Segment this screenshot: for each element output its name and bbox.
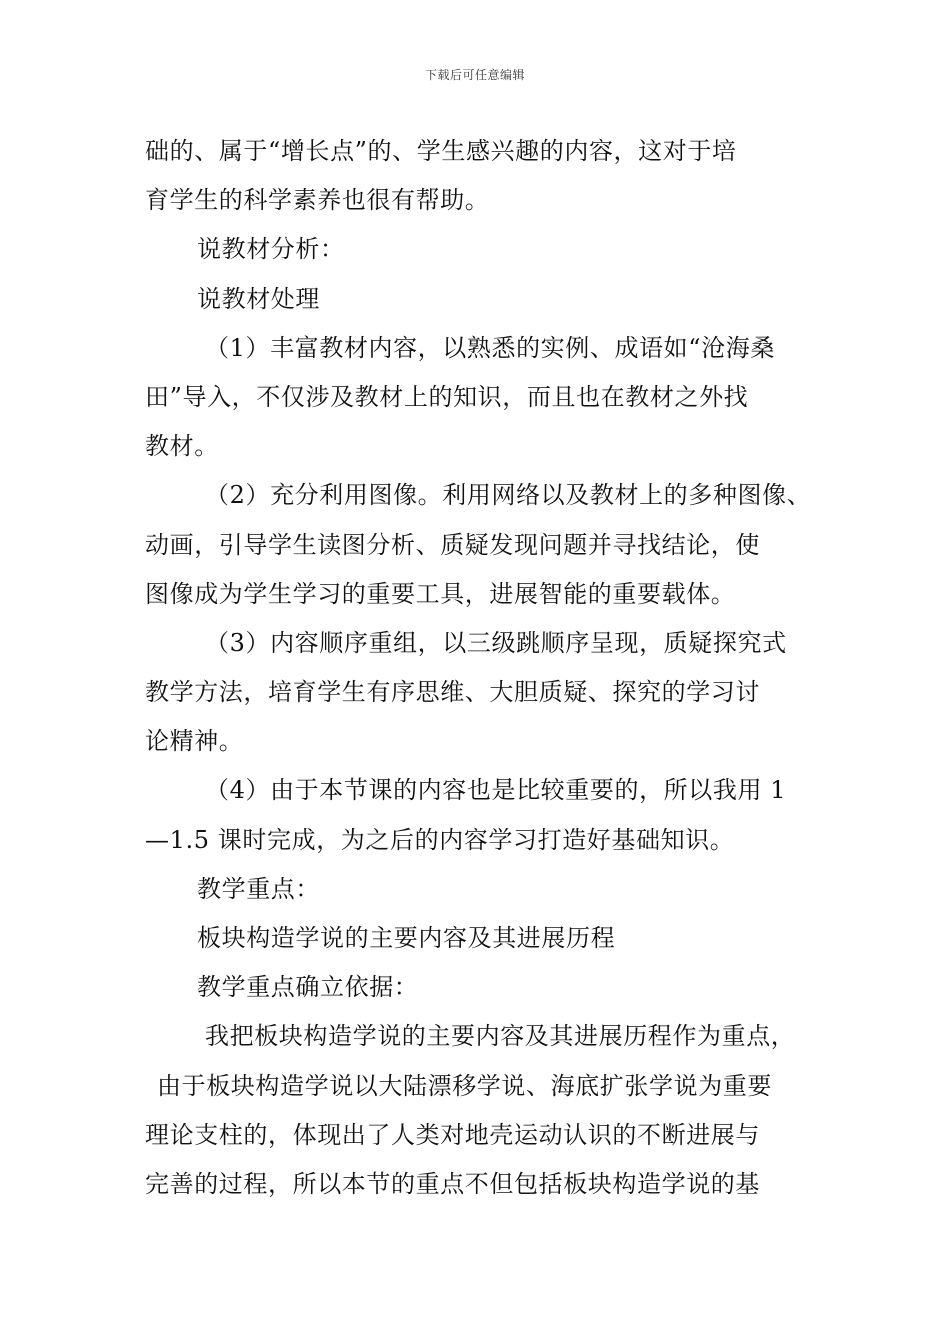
text-line: （4）由于本节课的内容也是比较重要的，所以我用 1 xyxy=(205,776,787,805)
text-line: 教材。 xyxy=(145,432,219,461)
text-line: （2）充分利用图像。利用网络以及教材上的多种图像、 xyxy=(205,481,812,510)
text-line: 田”导入，不仅涉及教材上的知识，而且也在教材之外找 xyxy=(145,382,749,411)
text-line: 理论支柱的，体现出了人类对地壳运动认识的不断进展与 xyxy=(145,1120,760,1149)
text-line: —1.5 课时完成，为之后的内容学习打造好基础知识。 xyxy=(145,825,735,854)
text-line: 础的、属于“增长点”的、学生感兴趣的内容，这对于培 xyxy=(145,137,737,165)
text-line: 论精神。 xyxy=(145,727,244,756)
text-line: 教学方法，培育学生有序思维、大胆质疑、探究的学习讨 xyxy=(145,678,760,707)
section-heading: 说教材分析： xyxy=(197,235,345,264)
text-line: 由于板块构造学说以大陆漂移学说、海底扩张学说为重要 xyxy=(157,1071,772,1100)
text-line: 图像成为学生学习的重要工具，进展智能的重要载体。 xyxy=(145,579,736,608)
text-line: 板块构造学说的主要内容及其进展历程 xyxy=(197,924,616,952)
section-heading: 教学重点确立依据： xyxy=(197,973,419,1002)
text-line: 动画，引导学生读图分析、质疑发现问题并寻找结论，使 xyxy=(145,530,760,559)
section-heading: 说教材处理 xyxy=(197,284,320,313)
text-line: 育学生的科学素养也很有帮助。 xyxy=(145,186,490,215)
text-line: （3）内容顺序重组，以三级跳顺序呈现，质疑探究式 xyxy=(205,628,787,657)
page-header: 下载后可任意编辑 xyxy=(424,68,525,82)
document-body xyxy=(145,127,815,1209)
section-heading: 教学重点： xyxy=(197,874,320,903)
text-line: 完善的过程，所以本节的重点不但包括板块构造学说的基 xyxy=(145,1169,760,1198)
text-line: （1）丰富教材内容，以熟悉的实例、成语如“沧海桑 xyxy=(205,333,775,362)
text-line: 我把板块构造学说的主要内容及其进展历程作为重点， xyxy=(205,1022,796,1051)
